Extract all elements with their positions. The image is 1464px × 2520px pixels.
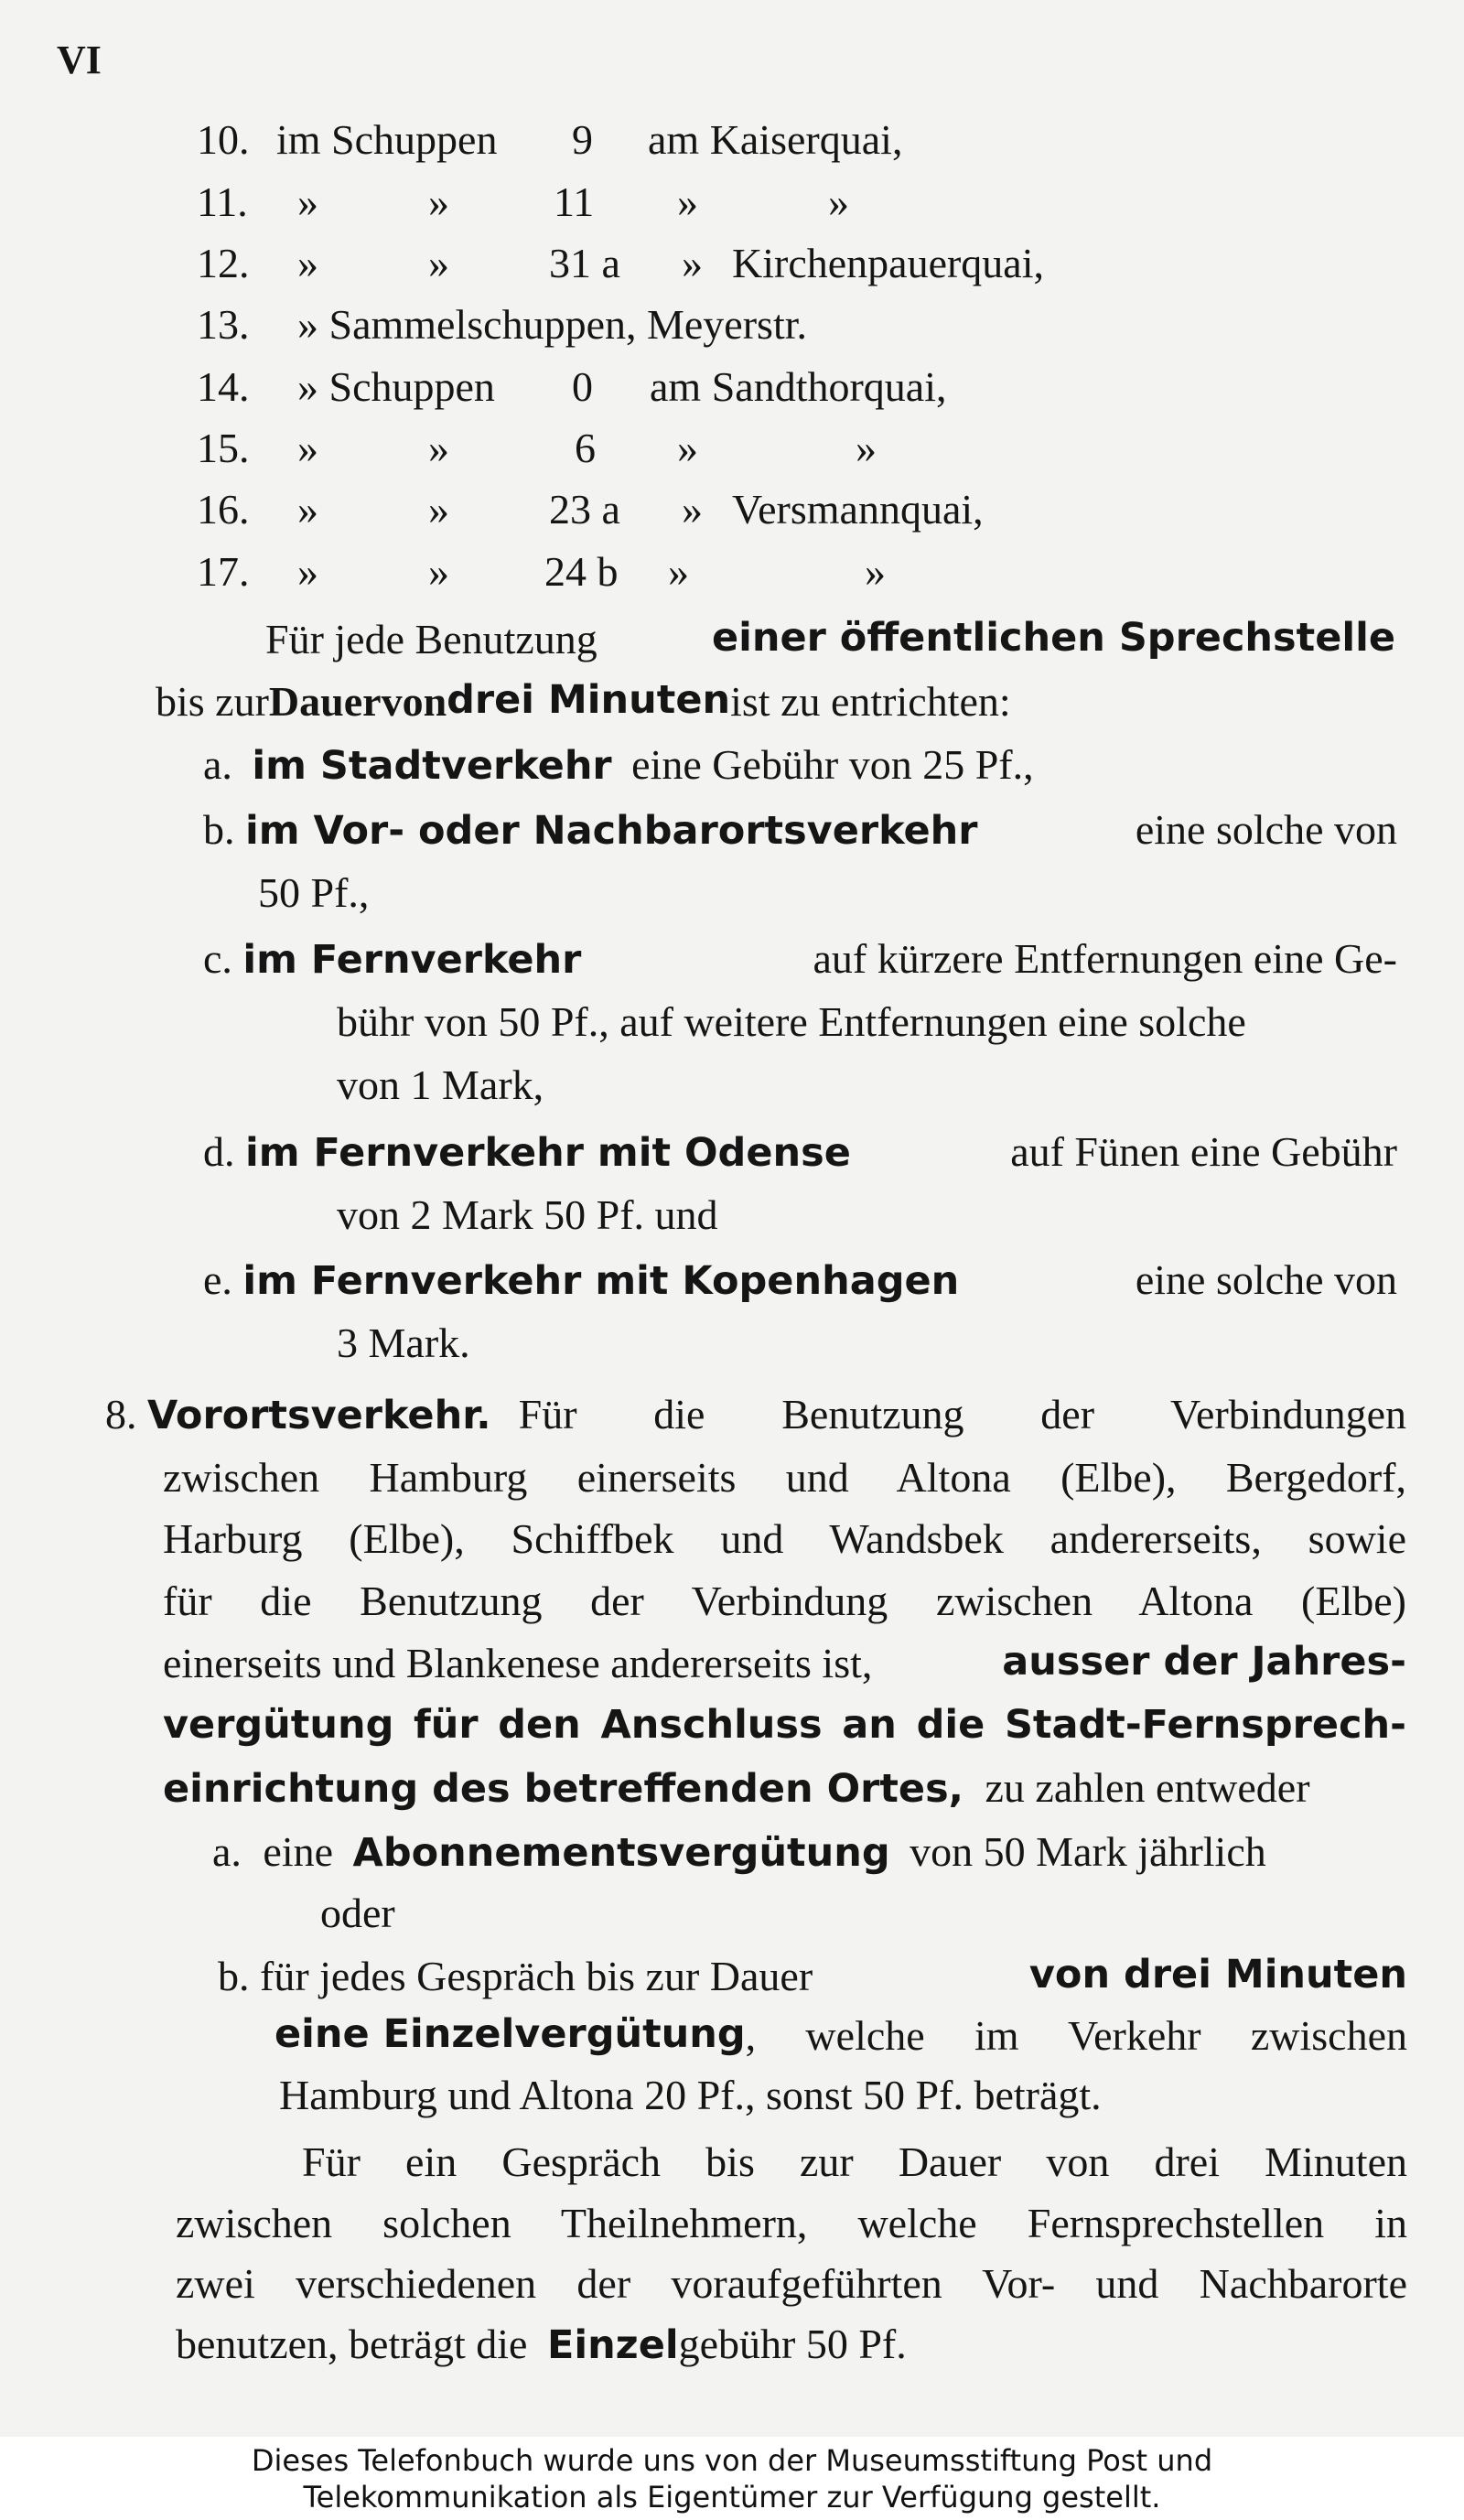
attribution-footer [0, 2437, 1464, 2520]
list-item-continuation: von 1 Mark, [337, 1061, 544, 1108]
paragraph-line: vergütung für den Anschluss an die Stadt-Fernsprech- [163, 1702, 1406, 1748]
paragraph-line: Für ein Gespräch bis zur Dauer von drei Minuten [302, 2138, 1407, 2185]
paragraph-line: bis zur Dauer von drei Minuten ist zu entrichten: [156, 677, 1011, 725]
section-title: Vorortsverkehr. [147, 1393, 491, 1438]
paragraph-line: Für jede Benutzung einer öffentlichen Sprechstelle [265, 615, 1395, 662]
paragraph-line: benutzen, beträgt die Einzelgebühr 50 Pf. [176, 2321, 907, 2368]
paragraph-line: zwei verschiedenen der voraufgeführten Vor- und Nachbarorte [176, 2260, 1407, 2307]
paragraph-line: zwischen Hamburg einerseits und Altona (Elbe), Bergedorf, [163, 1454, 1406, 1501]
paragraph-line: für die Benutzung der Verbindung zwischen Altona (Elbe) [163, 1578, 1406, 1624]
paragraph-line: Harburg (Elbe), Schiffbek und Wandsbek andererseits, sowie [163, 1515, 1406, 1562]
paragraph-line: zwischen solchen Theilnehmern, welche Fernsprechstellen in [176, 2200, 1407, 2246]
list-item-continuation: 50 Pf., [258, 869, 370, 916]
list-item: b. im Vor- oder Nachbarortsverkehr eine solche von [203, 806, 1397, 854]
list-item: b. für jedes Gespräch bis zur Dauer von drei Minuten [218, 1952, 1407, 1999]
list-item-continuation: von 2 Mark 50 Pf. und [337, 1191, 718, 1238]
list-item: a. eine Abonnementsvergütung von 50 Mark jährlich [212, 1828, 1266, 1876]
list-item: d. im Fernverkehr mit Odense auf Fünen eine Gebühr [203, 1128, 1397, 1176]
list-item-continuation: bühr von 50 Pf., auf weitere Entfernungen eine solche [337, 998, 1246, 1045]
list-item-continuation: 3 Mark. [337, 1319, 470, 1366]
section-heading-line: 8. Vorortsverkehr. Für die Benutzung der Verbindungen [105, 1391, 1406, 1438]
page-number: VI [57, 38, 102, 82]
list-item: e. im Fernverkehr mit Kopenhagen eine solche von [203, 1256, 1397, 1304]
list-item-continuation: Hamburg und Altona 20 Pf., sonst 50 Pf. beträgt. [279, 2072, 1102, 2118]
paragraph-line: einrichtung des betreffenden Ortes, zu zahlen entweder [163, 1764, 1310, 1812]
footer-line-1: Dieses Telefonbuch wurde uns von der Museumsstiftung Post und [251, 2443, 1213, 2478]
list-item: c. im Fernverkehr auf kürzere Entfernungen eine Ge- [203, 935, 1397, 983]
list-item-continuation: eine Einzelvergütung , welche im Verkehr zwischen [274, 2011, 1407, 2059]
footer-line-2: Telekommunikation als Eigentümer zur Verfügung gestellt. [303, 2480, 1161, 2515]
list-item: a. im Stadtverkehr eine Gebühr von 25 Pf., [203, 741, 1034, 789]
paragraph-line: einerseits und Blankenese andererseits ist, ausser der Jahres- [163, 1639, 1406, 1686]
list-connector: oder [320, 1890, 395, 1936]
scanned-page: VI 10. im Schuppen 9 am Kaiserquai, 11. » » 11 » » 12. » » 31 a » Kirchenpauerquai, 13. » Sammelschuppen, Meyerstr. 14. » Schuppen 0 am Sandthorquai, 15. » » 6 » » 16. » » 23 a » Versmannquai, 17. » » 24 b » » Für jede Benutzung einer öffentlichen Sprechstelle bis zur Dauer von drei Minuten ist zu entrichten: a. im Stadtverkehr eine Gebühr von 25 Pf., b. im Vor- oder Nachbarortsverkehr eine solche von 50 Pf., c. im Fernverkehr auf kürzere Entfernungen eine Ge- bühr von 50 Pf., auf weitere Entfernungen eine solche von 1 Mark, d. im Fernverkehr mit Odense auf Fünen eine Gebühr von 2 Mark 50 Pf. und e. im Fernverkehr mit Kopenhagen eine solche von 3 Mark. 8. Vorortsverkehr. Für die Benutzung der Verbindungen zwischen Hamburg einerseits und Altona (Elbe), Bergedorf, Harburg (Elbe), Schiffbek und Wandsbek andererseits, sowie für die Benutzung der Verbindung zwischen Altona (Elbe) einerseits und Blankenese andererseits ist, ausser der Jahres- vergütung für den Anschluss an die Stadt-Fernsprech- einrichtung des betreffenden Ortes, zu zahlen entweder a. eine Abonnementsvergütung von 50 Mark jährlich oder b. für jedes Gespräch bis zur Dauer von drei Minuten eine Einzelvergütung , welche im Verkehr zwischen Hamburg und Altona 20 Pf., sonst 50 Pf. beträgt. Für ein Gespräch bis zur Dauer von drei Minuten zwischen solchen Theilnehmern, welche Fernsprechstellen in zwei verschiedenen der voraufgeführten Vor- und Nachbarorte benutzen, beträgt die Einzelgebühr 50 Pf. [0, 0, 1464, 2437]
